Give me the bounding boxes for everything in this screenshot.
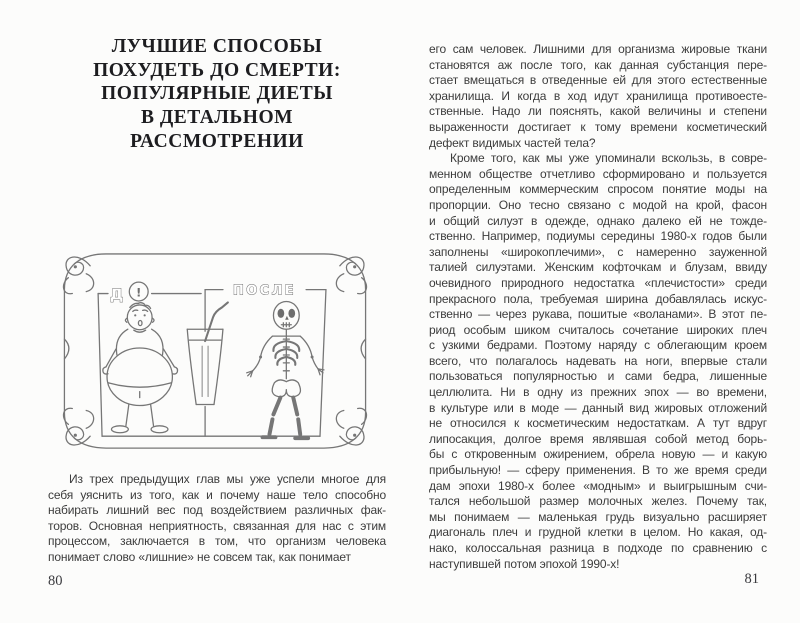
text-line: Из трех предыдущих глав мы уже успели многое для [69, 472, 386, 486]
text-line: заполнены «широкоплечими», с намеренно зауженной [429, 244, 767, 259]
text-line: Кроме того, как мы уже упоминали вскользь, в совре- [450, 151, 767, 166]
text-line: себя уяснить из того, как и почему наше тело способно [48, 487, 386, 502]
text-line: ственные. Надо ли пояснять, какой величины и степени [429, 104, 767, 119]
body-paragraph-right-2 [429, 151, 767, 572]
text-line: ПОХУДЕТЬ ДО СМЕРТИ: [93, 59, 341, 81]
text-line: наступившей потом эпохой 1990-х! [429, 556, 620, 571]
text-line: набирать лишний вес под воздействием различных фак- [48, 503, 386, 518]
text-line: диагональ плеч и грудной клетки в целом. Но какая, од- [429, 525, 767, 540]
text-line: торов. Основная неприятность, связанная для нас с этим [48, 518, 386, 533]
text-line: ственно. Например, подиумы середины 1980-х годов были [429, 229, 767, 244]
text-line: В ДЕТАЛЬНОМ [140, 107, 294, 129]
text-line: дам эпохи 1980-х более «модным» и выигрышным счи- [429, 478, 767, 493]
text-line: ственно — через рукава, пошитые «воланами». В этот пе- [429, 307, 767, 322]
text-line: определенным коммерческим спросом понятие моды на [429, 182, 767, 197]
before-label-exclamation: ! [136, 285, 142, 300]
after-label: ПОСЛЕ [233, 283, 297, 299]
text-line: нако, колоссальная разница в подходе по сравнению с [429, 541, 767, 555]
page-number-left: 80 [48, 573, 63, 589]
text-line: пропорции. Оно тесно связано с модой на крой, фасон [429, 197, 767, 212]
text-line: прибыльную! — сферу применения. В то же время среди [429, 463, 767, 478]
text-line: целлюлита. Ни в одну из прежних эпох — во времени, [429, 385, 767, 400]
text-line: и общий силуэт в одежде, однако далеко ей не тожде- [429, 213, 767, 228]
text-line: с узкими бедрами. Поэтому наряду с облегающим кроем [429, 338, 767, 353]
text-line: выраженности достигает к тому времени косметический [429, 119, 767, 134]
text-line: пользоваться популярностью и сами бедра, лишенные [429, 369, 767, 384]
text-line: бы с откровенным ожирением, обрела новую — и какую [429, 447, 767, 462]
before-label-letter: Д [110, 285, 126, 304]
body-paragraph-right-1 [429, 42, 767, 151]
text-line: всего, что полагалось надевать на ноги, впервые стали [429, 353, 767, 368]
page-number-right: 81 [744, 571, 759, 587]
text-line: стает вмещаться в отведенные ей для этого естественные [429, 73, 767, 88]
text-line: ЛУЧШИЕ СПОСОБЫ [111, 36, 323, 57]
text-line: РАССМОТРЕНИИ [130, 130, 304, 152]
text-line: талией силуэтами. Женским кофточкам и блузам, ввиду [429, 260, 767, 275]
text-line: прекрасного пола, требуемая ширина добавлялась искус- [429, 291, 767, 306]
text-line: понимает слово «лишние» не совсем так, как понимает [48, 549, 351, 564]
text-line: дефект видимых частей тела? [429, 135, 596, 150]
text-line: не относился к косметическим недостаткам. А тут вдруг [429, 416, 767, 431]
text-line: тался небольшой размер молочных желез. Почему так, [429, 494, 767, 509]
text-line: липосакция, долгое время являвшая собой метод борь- [429, 431, 767, 446]
text-line: риод особым шиком считалось сочетание широких плеч [429, 322, 767, 337]
text-line: хранилища. И когда в ход идут хранилища противоесте- [429, 88, 767, 103]
text-line: менном обществе отчетливо сформировано и пользуется [429, 166, 767, 181]
right-text-column [429, 42, 767, 572]
text-line: процессом, заключается в том, что организм человека [48, 534, 386, 549]
text-line: его сам человек. Лишними для организма жировые ткани [429, 42, 767, 56]
text-line: очевидного природного недостатка «плечистости» среди [429, 275, 767, 290]
text-line: ПОПУЛЯРНЫЕ ДИЕТЫ [101, 83, 333, 105]
text-line: мы понимаем — маленькая грудь визуально расширяет [429, 509, 767, 524]
text-line: становятся аж после того, как данная субстанция пере- [429, 57, 767, 72]
text-line: в культуре или в моде — данный вид жировых отложений [429, 400, 767, 415]
